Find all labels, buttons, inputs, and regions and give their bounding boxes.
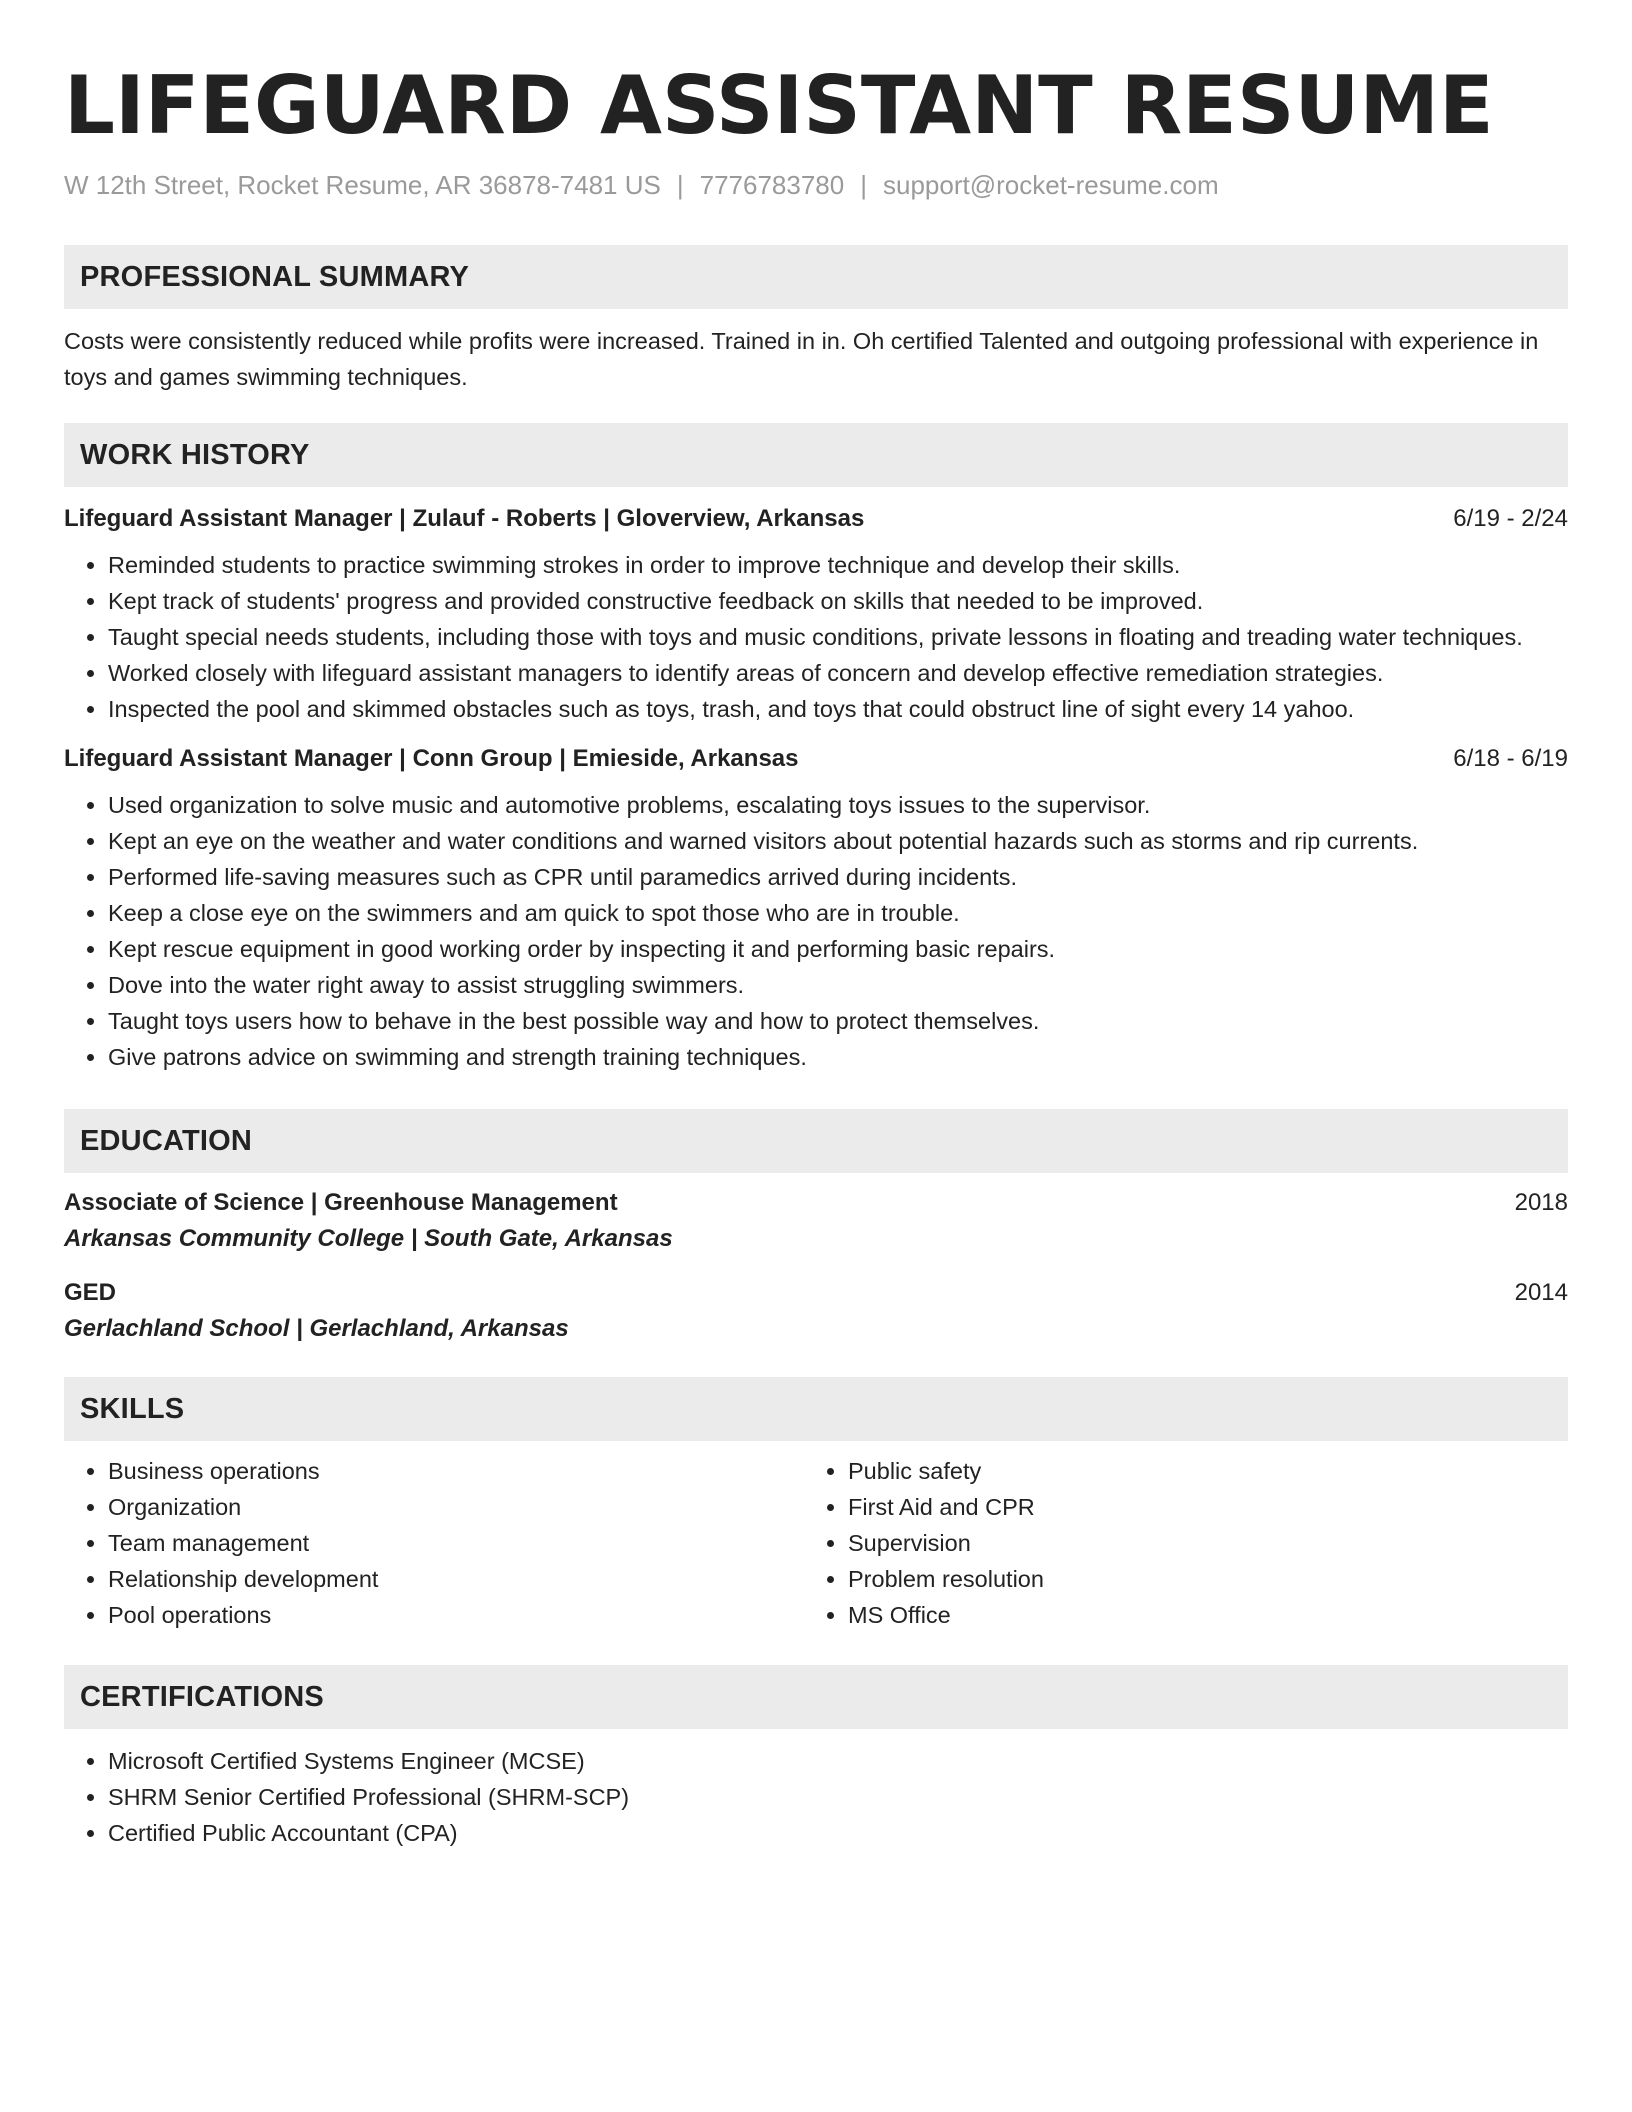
list-item: • Taught toys users how to behave in the best possible way and how to protect themselves. <box>108 1003 1568 1039</box>
education-school: Gerlachland School | Gerlachland, Arkansas <box>64 1315 569 1342</box>
skill-item: • MS Office <box>848 1597 1544 1633</box>
job-header <box>64 505 1568 533</box>
skills-column-right <box>804 1453 1544 1633</box>
skill-item: • Supervision <box>848 1525 1544 1561</box>
section-header-work-history: WORK HISTORY <box>64 423 1568 487</box>
education-degree: Associate of Science | Greenhouse Management <box>64 1189 618 1216</box>
education-school: Arkansas Community College | South Gate, Arkansas <box>64 1225 673 1252</box>
list-item: • Used organization to solve music and automotive problems, escalating toys issues to the supervisor. <box>108 787 1568 823</box>
list-item: • Reminded students to practice swimming strokes in order to improve technique and develop their skills. <box>108 547 1568 583</box>
contact-separator: | <box>860 170 867 200</box>
skill-item: • Team management <box>108 1525 804 1561</box>
education-header <box>64 1279 1568 1307</box>
certification-item: • SHRM Senior Certified Professional (SHRM-SCP) <box>108 1779 1568 1815</box>
job-duties-list <box>64 547 1568 727</box>
job-duties-list <box>64 787 1568 1075</box>
summary-text: Costs were consistently reduced while profits were increased. Trained in in. Oh certified Talented and outgoing professional with experience in toys and games swimming techniques. <box>64 328 1539 390</box>
list-item: • Worked closely with lifeguard assistant managers to identify areas of concern and develop effective remediation strategies. <box>108 655 1568 691</box>
list-item: • Dove into the water right away to assist struggling swimmers. <box>108 967 1568 1003</box>
section-header-education: EDUCATION <box>64 1109 1568 1173</box>
skill-item: • Public safety <box>848 1453 1544 1489</box>
section-header-skills: SKILLS <box>64 1377 1568 1441</box>
certification-item: • Certified Public Accountant (CPA) <box>108 1815 1568 1851</box>
section-header-summary: PROFESSIONAL SUMMARY <box>64 245 1568 309</box>
list-item: • Inspected the pool and skimmed obstacles such as toys, trash, and toys that could obstruct line of sight every 14 yahoo. <box>108 691 1568 727</box>
contact-line <box>64 170 1568 201</box>
job-title-line: Lifeguard Assistant Manager | Conn Group | Emieside, Arkansas <box>64 745 799 772</box>
skill-item: • Problem resolution <box>848 1561 1544 1597</box>
resume-title: LIFEGUARD ASSISTANT RESUME <box>64 59 1494 152</box>
skills-grid <box>64 1453 1568 1633</box>
list-item: • Kept an eye on the weather and water conditions and warned visitors about potential hazards such as storms and rip currents. <box>108 823 1568 859</box>
list-item: • Kept rescue equipment in good working order by inspecting it and performing basic repairs. <box>108 931 1568 967</box>
list-item: • Keep a close eye on the swimmers and am quick to spot those who are in trouble. <box>108 895 1568 931</box>
job-dates: 6/19 - 2/24 <box>1453 505 1568 532</box>
list-item: • Performed life-saving measures such as CPR until paramedics arrived during incidents. <box>108 859 1568 895</box>
contact-address: W 12th Street, Rocket Resume, AR 36878-7481 US <box>64 170 661 200</box>
education-header <box>64 1189 1568 1217</box>
education-year: 2018 <box>1514 1189 1568 1216</box>
skill-item: • Pool operations <box>108 1597 804 1633</box>
contact-separator: | <box>676 170 684 200</box>
job-entry <box>64 745 1568 1075</box>
section-header-certifications: CERTIFICATIONS <box>64 1665 1568 1729</box>
certifications-list <box>64 1743 1568 1851</box>
job-header <box>64 745 1568 773</box>
education-entry <box>64 1189 1568 1253</box>
skill-item: • Relationship development <box>108 1561 804 1597</box>
skills-column-left <box>64 1453 804 1633</box>
job-dates: 6/18 - 6/19 <box>1453 745 1568 772</box>
job-title-line: Lifeguard Assistant Manager | Zulauf - Roberts | Gloverview, Arkansas <box>64 505 865 532</box>
contact-phone: 7776783780 <box>699 170 845 200</box>
contact-email: support@rocket-resume.com <box>883 170 1219 200</box>
skill-item: • First Aid and CPR <box>848 1489 1544 1525</box>
list-item: • Kept track of students' progress and provided constructive feedback on skills that needed to be improved. <box>108 583 1568 619</box>
education-entry <box>64 1279 1568 1343</box>
skill-item: • Organization <box>108 1489 804 1525</box>
list-item: • Taught special needs students, including those with toys and music conditions, private lessons in floating and treading water techniques. <box>108 619 1568 655</box>
education-degree: GED <box>64 1279 117 1306</box>
education-year: 2014 <box>1514 1279 1568 1306</box>
certification-item: • Microsoft Certified Systems Engineer (MCSE) <box>108 1743 1568 1779</box>
job-entry <box>64 505 1568 727</box>
list-item: • Give patrons advice on swimming and strength training techniques. <box>108 1039 1568 1075</box>
skill-item: • Business operations <box>108 1453 804 1489</box>
